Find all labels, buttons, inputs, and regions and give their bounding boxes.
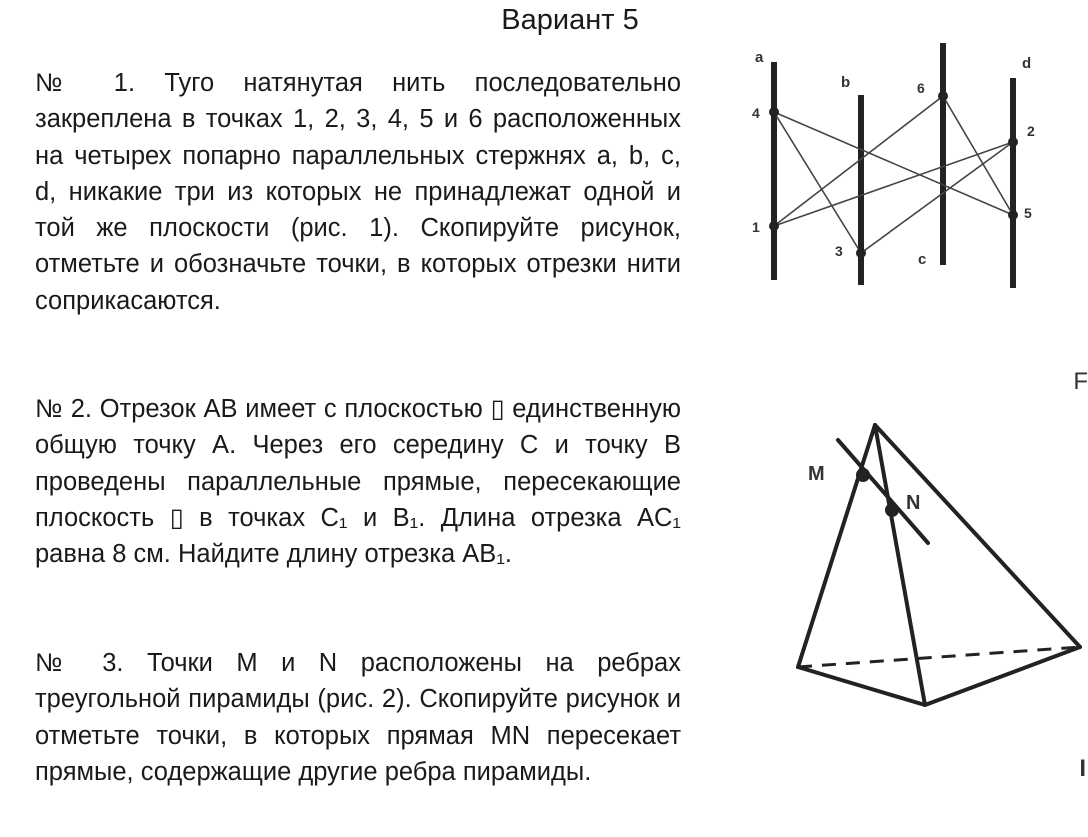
pyramid-edge-base-left-front xyxy=(798,667,925,705)
point-6 xyxy=(938,91,948,101)
point-label-m: M xyxy=(808,463,825,485)
figure-2-pyramid-diagram xyxy=(790,415,1080,725)
point-label-n: N xyxy=(906,492,921,514)
thread-5-6 xyxy=(943,96,1013,215)
point-1 xyxy=(769,221,779,231)
thread-3-4 xyxy=(774,112,861,253)
point-label-1: 1 xyxy=(752,219,760,235)
rod-label-a: a xyxy=(755,49,764,66)
rod-label-d: d xyxy=(1022,55,1032,72)
pyramid-edge-apex-left xyxy=(798,425,875,667)
page-title: Вариант 5 xyxy=(501,4,639,36)
point-label-2: 2 xyxy=(1027,123,1035,139)
point-label-5: 5 xyxy=(1024,205,1032,221)
point-3 xyxy=(856,248,866,258)
point-m xyxy=(856,468,870,482)
figure-1-rods-diagram xyxy=(735,40,1055,300)
point-label-3: 3 xyxy=(835,243,843,259)
thread-4-5 xyxy=(774,112,1013,215)
problem-2-text: № 2. Отрезок AB имеет с плоскостью ▯ единственную общую точку A. Через его середину C и точку B проведены параллельные прямые, пересекающие плоскость ▯ в точках C₁ и B₁. Длина отрезка AC₁ равна 8 см. Найдите длину отрезка AB₁. xyxy=(35,395,681,569)
problem-3-text: № 3. Точки M и N расположены на ребрах треугольной пирамиды (рис. 2). Скопируйте рисунок и отметьте точки, в которых прямая MN пересекает прямые, содержащие другие ребра пирамиды. xyxy=(35,649,681,786)
point-n xyxy=(885,503,899,517)
rod-label-c: c xyxy=(918,251,927,268)
point-5 xyxy=(1008,210,1018,220)
clipped-edge-letter-1: F xyxy=(1073,368,1088,395)
point-4 xyxy=(769,107,779,117)
clipped-edge-letter-2: I xyxy=(1079,755,1086,782)
rod-label-b: b xyxy=(841,74,851,91)
pyramid-edge-apex-front xyxy=(875,425,925,705)
point-label-4: 4 xyxy=(752,105,760,121)
pyramid-edge-apex-right xyxy=(875,425,1080,647)
point-label-6: 6 xyxy=(917,80,925,96)
problem-1-text: № 1. Туго натянутая нить последовательно закреплена в точках 1, 2, 3, 4, 5 и 6 расположенных на четырех попарно параллельных стержнях a, b, c, d, никакие три из которых не принадлежат одной и той же плоскости (рис. 1). Скопируйте рисунок, отметьте и обозначьте точки, в которых отрезки нити соприкасаются. xyxy=(35,69,681,315)
point-2 xyxy=(1008,137,1018,147)
